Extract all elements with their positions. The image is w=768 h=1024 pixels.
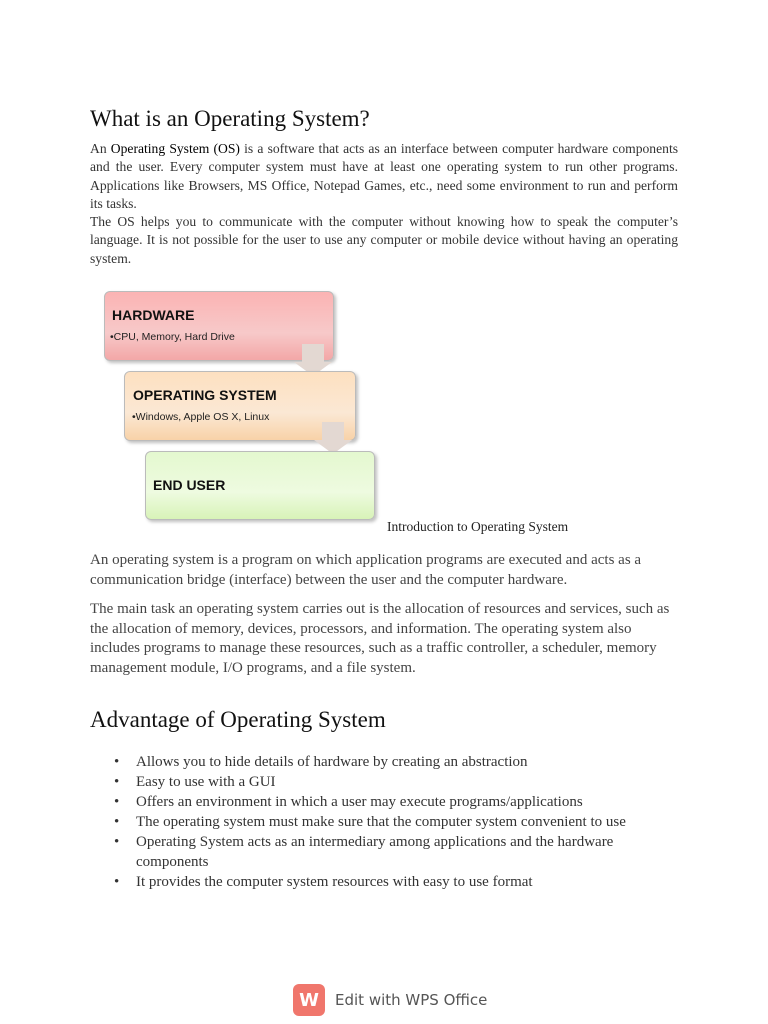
list-item: • Operating System acts as an intermediary among applications and the hardware components: [114, 834, 614, 870]
intro-paragraph: An Operating System (OS) is a software that acts as an interface between computer hardware components and the user. Every computer system must have at least one operating system to run other programs. Applications like Browsers, MS Office, Notepad Games, etc., need some environment to run and perform its tasks. The OS helps you to communicate with the computer without knowing how to speak the computer’s language. It is not possible for the user to use any computer or mobile device without having an operating system.: [90, 141, 679, 266]
list-item: • Allows you to hide details of hardware by creating an abstraction: [114, 754, 528, 770]
os-term: Operating System (OS): [110, 141, 240, 156]
arrow-down-icon: [322, 422, 344, 440]
wps-label: Edit with WPS Office: [335, 991, 488, 1009]
heading-advantages: Advantage of Operating System: [90, 707, 386, 732]
edit-with-wps-button[interactable]: [293, 984, 487, 1016]
hardware-box: HARDWARE •CPU, Memory, Hard Drive: [104, 291, 334, 361]
list-item: • Offers an environment in which a user may execute programs/applications: [114, 794, 583, 810]
end-user-box: END USER: [145, 451, 375, 520]
paragraph: The main task an operating system carries out is the allocation of resources and services, such as the allocation of memory, devices, processors, and information. The operating system also includes programs to manage these resources, such as a traffic controller, a scheduler, memory management module, I/O programs, and a file system.: [90, 601, 670, 676]
operating-system-box: OPERATING SYSTEM •Windows, Apple OS X, Linux: [124, 371, 356, 441]
list-item: • Easy to use with a GUI: [114, 774, 276, 790]
list-item: • The operating system must make sure that the computer system convenient to use: [114, 814, 626, 830]
list-item: • It provides the computer system resources with easy to use format: [114, 874, 533, 890]
wps-logo-icon: W: [293, 984, 325, 1016]
advantages-list: [90, 752, 680, 892]
diagram-caption: Introduction to Operating System: [387, 519, 569, 534]
arrow-down-icon: [302, 344, 324, 362]
intro-second: The OS helps you to communicate with the computer without knowing how to speak the computer’s language. It is not possible for the user to use any computer or mobile device without having an operating system.: [90, 214, 678, 266]
paragraph: An operating system is a program on which application programs are executed and acts as a communication bridge (interface) between the user and the computer hardware.: [90, 552, 642, 588]
heading-what-is-os: What is an Operating System?: [90, 106, 370, 131]
